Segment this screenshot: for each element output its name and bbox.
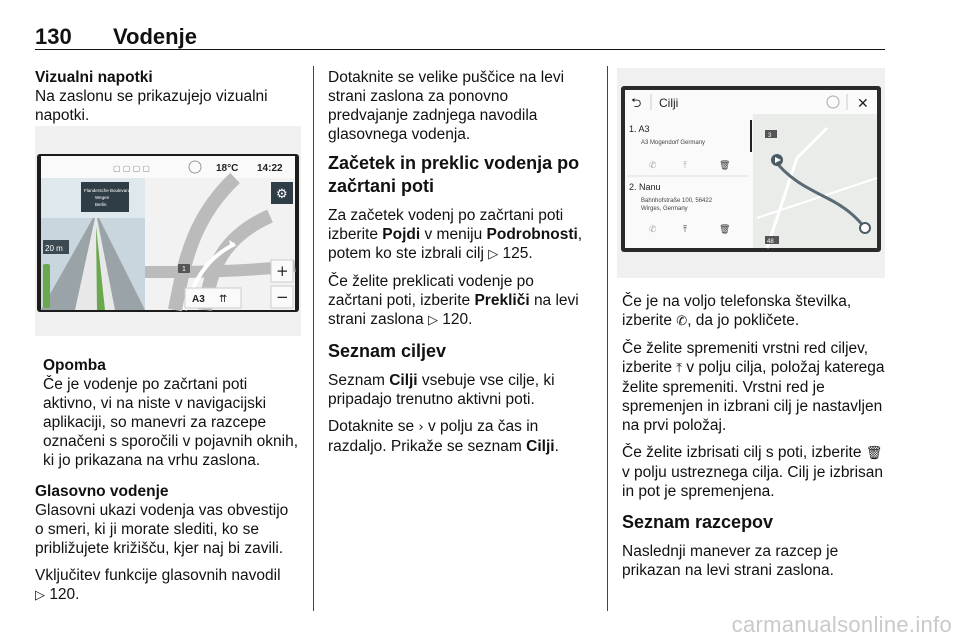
back-icon: ⮌ — [631, 96, 642, 111]
nav-sign-line1: Flandersche Boulevard — [84, 188, 131, 193]
visual-heading: Vizualni napotki — [35, 69, 153, 86]
column-divider — [607, 66, 608, 611]
phone-icon: ✆ — [649, 225, 657, 235]
reorder-text: Če želite spremeniti vrstni red ciljev, izberite ⤒ v polju cilja, položaj katerega želite spremeniti. Vrstni red je spremenjen in izbrani cilj je nastavljen na prvi položaj. — [622, 340, 885, 434]
svg-text:▢ ▢ ▢ ▢: ▢ ▢ ▢ ▢ — [113, 164, 150, 173]
move-top-icon: ⤒ — [676, 361, 683, 376]
start-cancel-heading: Začetek in preklic vodenja po začrtani poti — [328, 153, 580, 196]
zoom-out-icon: − — [276, 288, 289, 306]
dest-item2-sub2: Wirges, Germany — [641, 206, 688, 212]
map-badge-1: 3 — [768, 133, 772, 139]
dest-screen-title: Cilji — [659, 96, 679, 110]
voice-heading: Glasovno vodenje — [35, 483, 169, 500]
column-1-lower — [35, 356, 301, 613]
destinations-screen-graphic — [617, 68, 885, 278]
nav-distance: 20 m — [45, 244, 63, 253]
delete-icon: 🗑 — [719, 225, 731, 235]
nav-road-label: A3 — [192, 294, 205, 305]
dest-item1-title: 1. A3 — [629, 124, 650, 134]
map-badge-2: 48 — [767, 239, 774, 245]
watermark: carmanualsonline.info — [731, 612, 952, 637]
visual-text: Na zaslonu se prikazujejo vizualni napotki. — [35, 88, 268, 124]
section-title: Vodenje — [113, 24, 197, 49]
delete-icon: 🗑 — [719, 161, 731, 171]
voice-text: Glasovni ukazi vodenja vas obvestijo o smeri, ki ji morate slediti, ko se približujete križišču, kjer naj bi zavili. — [35, 502, 289, 557]
zoom-in-icon: + — [276, 262, 289, 280]
column-2 — [328, 68, 590, 464]
nav-sign-line3: Berlin — [95, 202, 107, 207]
dest-item1-sub: A3 Mogendorf Germany — [641, 140, 706, 146]
destinations-term: Cilji — [389, 372, 418, 389]
cancel-text: Če želite preklicati vodenje po začrtani poti, izberite Prekliči na levi strani zaslona ▷ 120. — [328, 273, 579, 328]
column-1 — [35, 68, 303, 133]
destinations-screen-illustration — [617, 68, 885, 278]
list-text: Seznam Cilji vsebuje vse cilje, ki pripadajo trenutno aktivni poti. — [328, 372, 555, 408]
dest-item2-title: 2. Nanu — [629, 182, 661, 192]
list-open-text: Dotaknite se › v polju za čas in razdaljo. Prikaže se seznam Cilji. — [328, 418, 559, 455]
move-top-icon: ⤒ — [683, 161, 687, 171]
phone-text: Če je na voljo telefonska številka, izberite ✆, da jo pokličete. — [622, 293, 852, 329]
details-term: Podrobnosti — [486, 226, 578, 243]
gear-icon: ⚙ — [276, 187, 288, 202]
column-divider — [313, 66, 314, 611]
go-term: Pojdi — [382, 226, 421, 243]
split-list-heading: Seznam razcepov — [622, 512, 774, 532]
page-header — [35, 20, 885, 50]
cancel-term: Prekliči — [474, 292, 530, 309]
nav-exit-label: 1 — [182, 266, 186, 273]
note-text: Če je vodenje po začrtani poti aktivno, vi na niste v navigacijski aplikaciji, so manevri za razcepe označeni s sporočili v pojavnih oknih, ki jo prikazana na vrhu zaslona. — [43, 376, 299, 469]
phone-icon: ✆ — [676, 314, 688, 329]
dest-item2-sub1: Bahnhofstraße 100, 56422 — [641, 198, 713, 204]
start-text: Za začetek vodenj po začrtani poti izberite Pojdi v meniju Podrobnosti, potem ko ste izbrali cilj ▷ 125. — [328, 207, 583, 262]
lane-icon: ⇈ — [219, 294, 228, 305]
nav-screen-graphic — [35, 126, 301, 336]
delete-icon: 🗑 — [865, 446, 883, 461]
split-text: Naslednji manever za razcep je prikazan na levi strani zaslona. — [622, 543, 839, 579]
column-3 — [622, 292, 886, 588]
nav-screen-illustration — [35, 126, 301, 336]
nav-sign-line2: Wegen — [95, 195, 110, 200]
nav-temperature: 18°C — [216, 163, 239, 174]
delete-text: Če želite izbrisati cilj s poti, izberite 🗑 v polju ustreznega cilja. Cilj je izbrisan in pot je spremenjena. — [622, 444, 884, 500]
chevron-right-icon: › — [418, 420, 424, 435]
destination-list-heading: Seznam ciljev — [328, 341, 447, 361]
note-box — [35, 356, 301, 470]
close-icon: ✕ — [857, 96, 869, 112]
note-title: Opomba — [43, 357, 106, 374]
page-ref-icon: ▷ — [427, 313, 438, 328]
voice-enable-text: Vključitev funkcije glasovnih navodil ▷ 120. — [35, 567, 281, 603]
arrow-text: Dotaknite se velike puščice na levi strani zaslona za ponovno predvajanje zadnjega navodila glasovnega vodenja. — [328, 69, 565, 143]
phone-icon: ✆ — [649, 161, 657, 171]
page-number: 130 — [35, 24, 72, 49]
page-ref-icon: ▷ — [488, 247, 499, 262]
page-ref-icon: ▷ — [35, 588, 45, 603]
destinations-term: Cilji — [526, 438, 555, 455]
move-top-icon: ⤒ — [683, 225, 687, 235]
nav-time: 14:22 — [257, 163, 283, 174]
